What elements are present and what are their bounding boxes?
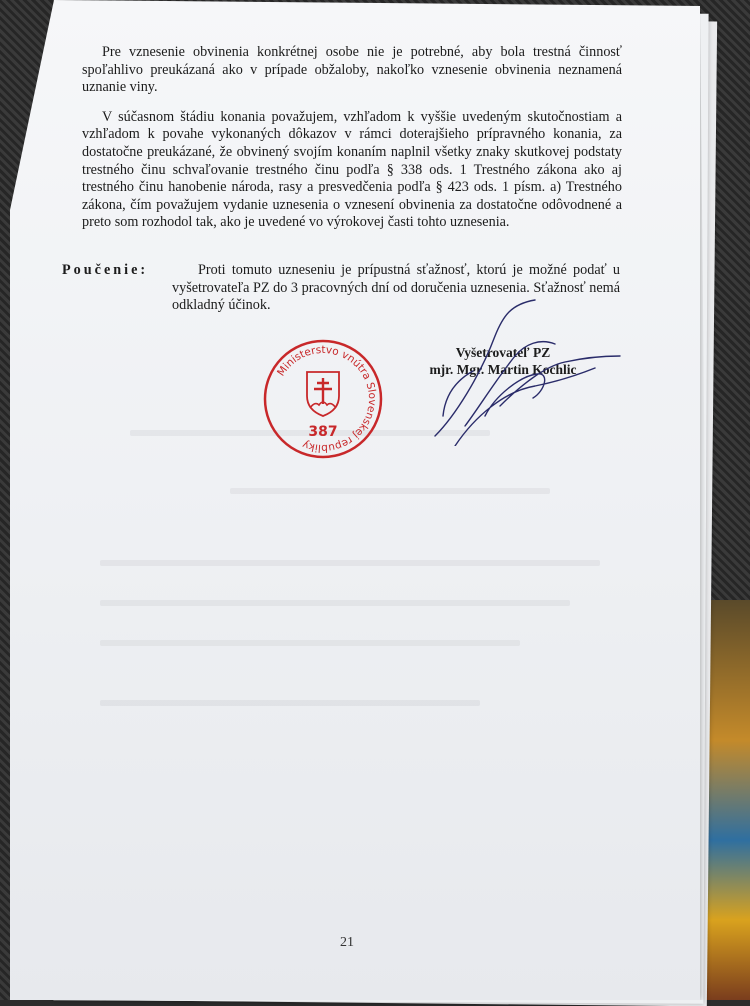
stamp-text: Ministerstvo vnútra Slovenskej republiky <box>275 343 379 455</box>
show-through <box>100 560 600 566</box>
coat-of-arms-icon <box>307 372 339 416</box>
paragraph-1: Pre vznesenie obvinenia konkrétnej osobe nie je potrebné, aby bola trestná činnosť spoľahlivo preukázaná ako v prípade obžaloby, nakoľko vznesenie obvinenia neznamená uznanie viny. <box>82 44 622 96</box>
document-body <box>82 44 622 242</box>
show-through <box>100 700 480 706</box>
stamp-number: 387 <box>308 424 338 440</box>
show-through <box>100 640 520 646</box>
paragraph-2: V súčasnom štádiu konania považujem, vzhľadom k vyššie uvedeným skutočnostiam a vzhľadom k povahe vykonaných dôkazov v rámci doterajšieho prípravného konania, za dostatočne preukázané, že obvinený svojím konaním naplnil všetky znaky skutkovej podstaty trestného činu schvaľovanie trestného činu podľa § 338 ods. 1 Trestného zákona ako aj trestného činu hanobenie národa, rasy a presvedčenia podľa § 423 ods. 1 písm. a) Trestného zákona, čím považujem vydanie uznesenia o vznesení obvinenia za dostatočne odôvodnené a preto som rozhodol tak, ako je uvedené vo výrokovej časti tohto uznesenia. <box>82 108 622 231</box>
page-number: 21 <box>340 935 354 950</box>
show-through <box>100 600 570 606</box>
show-through <box>230 488 550 494</box>
handwritten-signature <box>425 296 625 446</box>
poucenie-text: Proti tomuto uzneseniu je prípustná sťažnosť, ktorú je možné podať u vyšetrovateľa PZ do 3 pracovných dní od doručenia uznesenia. Sťažnosť nemá odkladný účinok. <box>172 262 620 314</box>
signatory-title: Vyšetrovateľ PZ <box>455 345 551 360</box>
poucenie-label: Poučenie: <box>62 262 149 278</box>
signatory-name: mjr. Mgr. Martin Kochlic <box>429 362 577 377</box>
official-stamp <box>262 338 384 460</box>
